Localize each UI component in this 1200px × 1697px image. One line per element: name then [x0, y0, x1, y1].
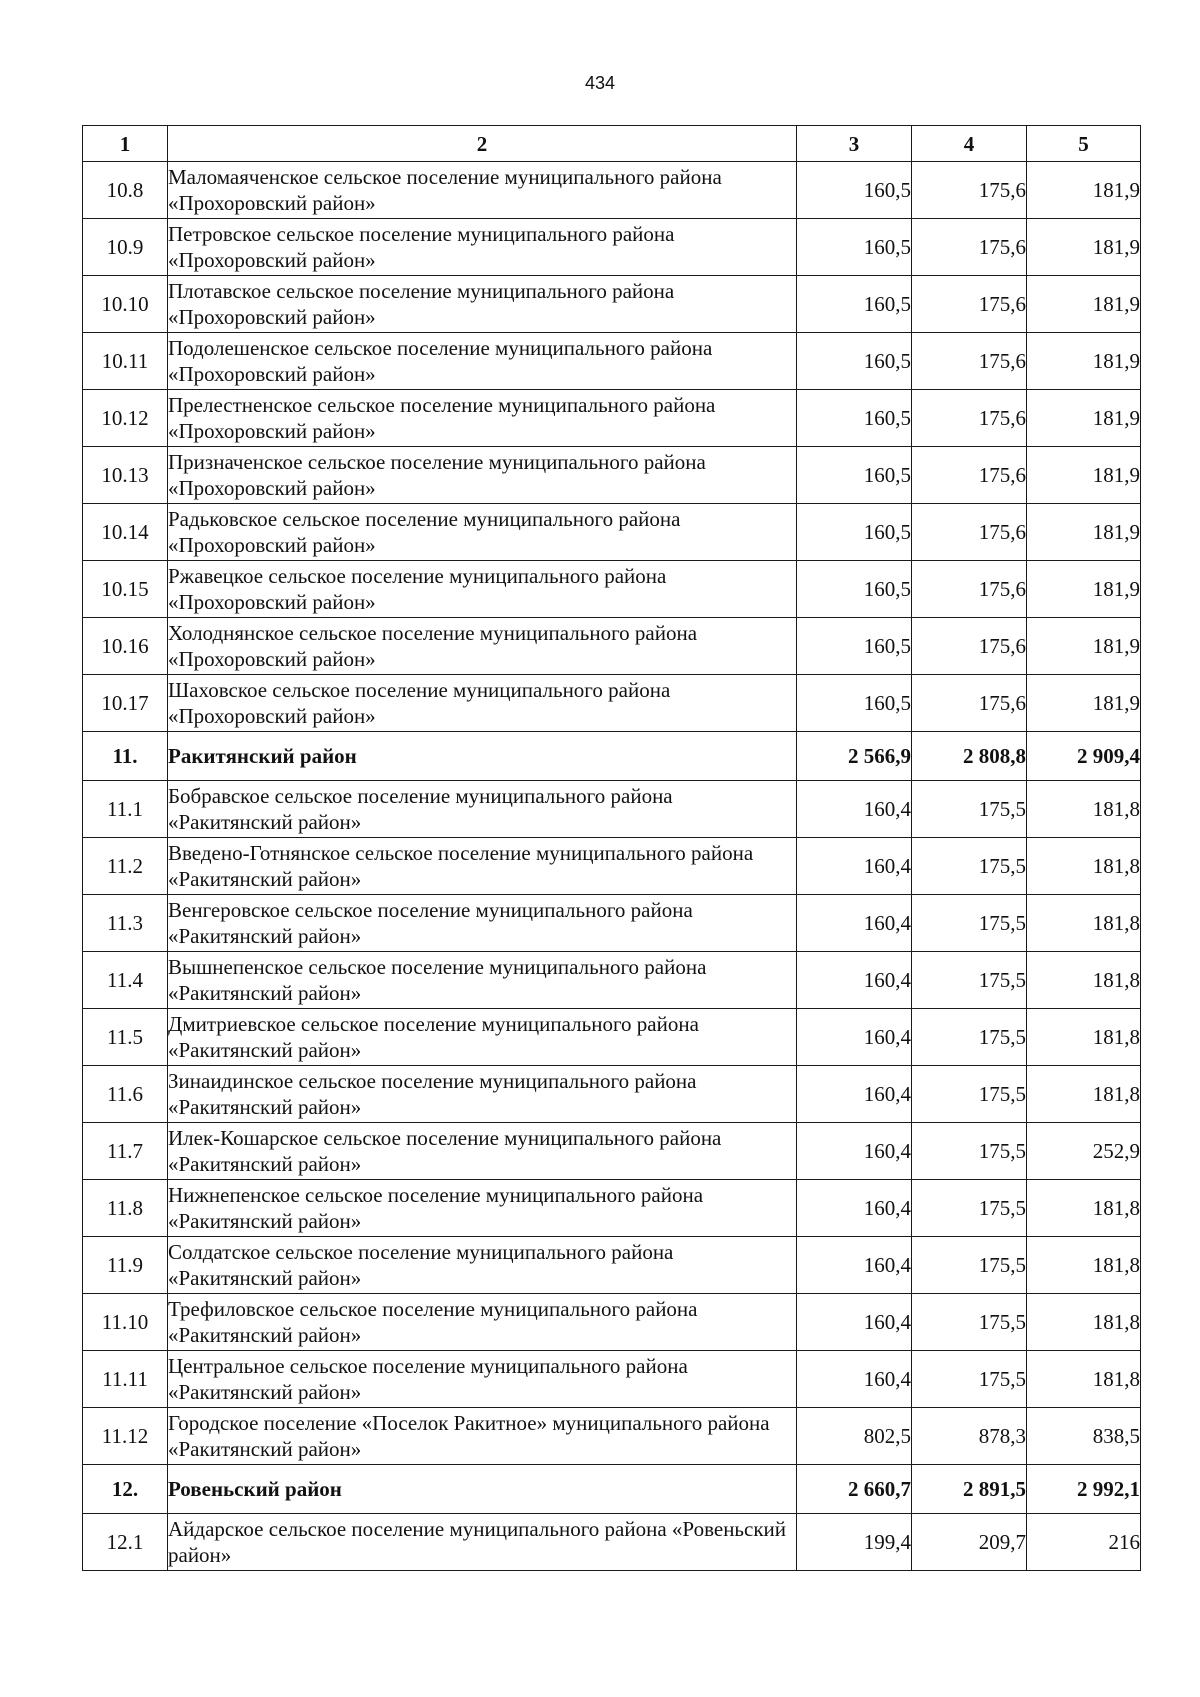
table-row [83, 838, 1141, 895]
row-number-cell: 10.10 [83, 276, 168, 333]
row-value-col5: 181,8 [1027, 952, 1141, 1009]
table-row [83, 162, 1141, 219]
row-value-col3: 160,5 [797, 561, 912, 618]
row-name-cell: Нижнепенское сельское поселение муниципального района «Ракитянский район» [168, 1180, 797, 1237]
row-value-col3: 160,4 [797, 1180, 912, 1237]
row-value-col4: 175,6 [912, 504, 1027, 561]
table-row [83, 1294, 1141, 1351]
row-name-cell: Илек-Кошарское сельское поселение муниципального района «Ракитянский район» [168, 1123, 797, 1180]
row-value-col5: 216 [1027, 1514, 1141, 1571]
row-value-col4: 209,7 [912, 1514, 1027, 1571]
row-value-col5: 838,5 [1027, 1408, 1141, 1465]
row-value-col4: 175,5 [912, 1294, 1027, 1351]
row-value-col4: 175,5 [912, 1237, 1027, 1294]
row-name-cell: Холоднянское сельское поселение муниципального района «Прохоровский район» [168, 618, 797, 675]
row-value-col5: 181,8 [1027, 895, 1141, 952]
row-value-col4: 175,5 [912, 781, 1027, 838]
row-value-col3: 160,5 [797, 333, 912, 390]
table-row [83, 390, 1141, 447]
table-row [83, 781, 1141, 838]
row-number-cell: 10.12 [83, 390, 168, 447]
row-value-col5: 181,8 [1027, 1009, 1141, 1066]
row-name-cell: Центральное сельское поселение муниципального района «Ракитянский район» [168, 1351, 797, 1408]
row-value-col5: 181,8 [1027, 1066, 1141, 1123]
page-number: 434 [584, 73, 616, 93]
row-value-col5: 181,9 [1027, 561, 1141, 618]
row-number-cell: 10.9 [83, 219, 168, 276]
row-name-cell: Ракитянский район [168, 732, 797, 781]
row-value-col3: 160,4 [797, 1237, 912, 1294]
row-number-cell: 10.11 [83, 333, 168, 390]
row-number-cell: 10.13 [83, 447, 168, 504]
row-name-cell: Прелестненское сельское поселение муниципального района «Прохоровский район» [168, 390, 797, 447]
row-value-col4: 175,6 [912, 390, 1027, 447]
table-row [83, 447, 1141, 504]
row-value-col3: 160,4 [797, 1009, 912, 1066]
row-value-col5: 181,9 [1027, 333, 1141, 390]
table-row [83, 1066, 1141, 1123]
table-row [83, 1237, 1141, 1294]
row-value-col3: 2 660,7 [797, 1465, 912, 1514]
row-value-col4: 175,6 [912, 561, 1027, 618]
table-row-summary [83, 732, 1141, 781]
table-row [83, 1123, 1141, 1180]
row-value-col3: 160,5 [797, 675, 912, 732]
row-value-col3: 160,4 [797, 1123, 912, 1180]
row-name-cell: Городское поселение «Поселок Ракитное» муниципального района «Ракитянский район» [168, 1408, 797, 1465]
row-value-col3: 160,5 [797, 390, 912, 447]
row-value-col3: 160,4 [797, 838, 912, 895]
row-value-col5: 181,9 [1027, 504, 1141, 561]
row-number-cell: 10.15 [83, 561, 168, 618]
table-row [83, 561, 1141, 618]
row-value-col3: 160,4 [797, 781, 912, 838]
row-name-cell: Подолешенское сельское поселение муниципального района «Прохоровский район» [168, 333, 797, 390]
row-value-col3: 160,4 [797, 952, 912, 1009]
header-col-1: 1 [83, 126, 168, 162]
row-value-col5: 181,8 [1027, 781, 1141, 838]
row-value-col5: 181,9 [1027, 447, 1141, 504]
row-name-cell: Зинаидинское сельское поселение муниципального района «Ракитянский район» [168, 1066, 797, 1123]
row-value-col5: 181,9 [1027, 276, 1141, 333]
row-value-col3: 160,5 [797, 447, 912, 504]
row-value-col4: 2 891,5 [912, 1465, 1027, 1514]
row-number-cell: 11.5 [83, 1009, 168, 1066]
row-value-col5: 2 909,4 [1027, 732, 1141, 781]
row-name-cell: Айдарское сельское поселение муниципального района «Ровеньский район» [168, 1514, 797, 1571]
row-value-col4: 175,6 [912, 333, 1027, 390]
row-value-col4: 175,6 [912, 162, 1027, 219]
row-value-col4: 175,6 [912, 618, 1027, 675]
row-name-cell: Венгеровское сельское поселение муниципального района «Ракитянский район» [168, 895, 797, 952]
table-row-summary [83, 1465, 1141, 1514]
row-value-col5: 181,9 [1027, 618, 1141, 675]
budget-table [82, 125, 1141, 1571]
row-number-cell: 11.1 [83, 781, 168, 838]
table-row [83, 504, 1141, 561]
row-value-col3: 160,4 [797, 1066, 912, 1123]
row-value-col5: 181,8 [1027, 1237, 1141, 1294]
table-row [83, 952, 1141, 1009]
row-value-col3: 199,4 [797, 1514, 912, 1571]
row-value-col3: 160,5 [797, 276, 912, 333]
row-number-cell: 11.11 [83, 1351, 168, 1408]
row-value-col5: 252,9 [1027, 1123, 1141, 1180]
table-row [83, 333, 1141, 390]
header-col-5: 5 [1027, 126, 1141, 162]
row-value-col5: 181,8 [1027, 1351, 1141, 1408]
row-name-cell: Шаховское сельское поселение муниципального района «Прохоровский район» [168, 675, 797, 732]
row-number-cell: 11.2 [83, 838, 168, 895]
row-value-col3: 160,4 [797, 895, 912, 952]
row-number-cell: 12.1 [83, 1514, 168, 1571]
row-name-cell: Вышнепенское сельское поселение муниципального района «Ракитянский район» [168, 952, 797, 1009]
row-number-cell: 10.14 [83, 504, 168, 561]
row-value-col4: 878,3 [912, 1408, 1027, 1465]
header-row [83, 126, 1141, 162]
header-col-3: 3 [797, 126, 912, 162]
row-number-cell: 11.8 [83, 1180, 168, 1237]
row-value-col4: 175,5 [912, 838, 1027, 895]
row-name-cell: Радьковское сельское поселение муниципального района «Прохоровский район» [168, 504, 797, 561]
row-value-col4: 175,6 [912, 675, 1027, 732]
row-name-cell: Плотавское сельское поселение муниципального района «Прохоровский район» [168, 276, 797, 333]
row-value-col4: 175,5 [912, 1351, 1027, 1408]
row-name-cell: Петровское сельское поселение муниципального района «Прохоровский район» [168, 219, 797, 276]
row-number-cell: 11.3 [83, 895, 168, 952]
row-value-col5: 181,8 [1027, 1180, 1141, 1237]
table-header [83, 126, 1141, 162]
row-value-col5: 181,8 [1027, 1294, 1141, 1351]
row-value-col3: 160,4 [797, 1351, 912, 1408]
row-value-col3: 160,5 [797, 618, 912, 675]
row-number-cell: 10.16 [83, 618, 168, 675]
row-value-col4: 175,5 [912, 1123, 1027, 1180]
row-name-cell: Ржавецкое сельское поселение муниципального района «Прохоровский район» [168, 561, 797, 618]
row-value-col5: 2 992,1 [1027, 1465, 1141, 1514]
row-number-cell: 11.9 [83, 1237, 168, 1294]
row-value-col5: 181,9 [1027, 219, 1141, 276]
header-col-4: 4 [912, 126, 1027, 162]
row-name-cell: Дмитриевское сельское поселение муниципального района «Ракитянский район» [168, 1009, 797, 1066]
row-value-col4: 175,5 [912, 1009, 1027, 1066]
table-row [83, 895, 1141, 952]
row-number-cell: 11.7 [83, 1123, 168, 1180]
table-row [83, 1180, 1141, 1237]
row-value-col3: 160,5 [797, 504, 912, 561]
table-row [83, 1408, 1141, 1465]
row-value-col4: 2 808,8 [912, 732, 1027, 781]
row-name-cell: Бобравское сельское поселение муниципального района «Ракитянский район» [168, 781, 797, 838]
row-number-cell: 11.6 [83, 1066, 168, 1123]
table-row [83, 276, 1141, 333]
row-value-col3: 160,4 [797, 1294, 912, 1351]
row-name-cell: Маломаяченское сельское поселение муниципального района «Прохоровский район» [168, 162, 797, 219]
row-value-col4: 175,5 [912, 952, 1027, 1009]
row-value-col3: 160,5 [797, 162, 912, 219]
row-value-col3: 2 566,9 [797, 732, 912, 781]
row-name-cell: Введено-Готнянское сельское поселение муниципального района «Ракитянский район» [168, 838, 797, 895]
row-value-col4: 175,6 [912, 276, 1027, 333]
row-number-cell: 11.12 [83, 1408, 168, 1465]
table-body [83, 162, 1141, 1571]
table-row [83, 618, 1141, 675]
row-name-cell: Трефиловское сельское поселение муниципального района «Ракитянский район» [168, 1294, 797, 1351]
table-row [83, 1351, 1141, 1408]
row-name-cell: Призначенское сельское поселение муниципального района «Прохоровский район» [168, 447, 797, 504]
row-value-col5: 181,9 [1027, 162, 1141, 219]
row-number-cell: 11.10 [83, 1294, 168, 1351]
row-name-cell: Солдатское сельское поселение муниципального района «Ракитянский район» [168, 1237, 797, 1294]
row-name-cell: Ровеньский район [168, 1465, 797, 1514]
header-col-2: 2 [168, 126, 797, 162]
table-row [83, 1009, 1141, 1066]
row-number-cell: 11. [83, 732, 168, 781]
row-number-cell: 10.8 [83, 162, 168, 219]
row-value-col5: 181,9 [1027, 390, 1141, 447]
row-number-cell: 12. [83, 1465, 168, 1514]
table-row [83, 219, 1141, 276]
row-value-col4: 175,6 [912, 447, 1027, 504]
row-number-cell: 11.4 [83, 952, 168, 1009]
row-value-col3: 802,5 [797, 1408, 912, 1465]
row-value-col4: 175,6 [912, 219, 1027, 276]
table-row [83, 1514, 1141, 1571]
row-value-col5: 181,9 [1027, 675, 1141, 732]
row-number-cell: 10.17 [83, 675, 168, 732]
row-value-col4: 175,5 [912, 1066, 1027, 1123]
table-row [83, 675, 1141, 732]
row-value-col4: 175,5 [912, 1180, 1027, 1237]
row-value-col3: 160,5 [797, 219, 912, 276]
row-value-col5: 181,8 [1027, 838, 1141, 895]
row-value-col4: 175,5 [912, 895, 1027, 952]
